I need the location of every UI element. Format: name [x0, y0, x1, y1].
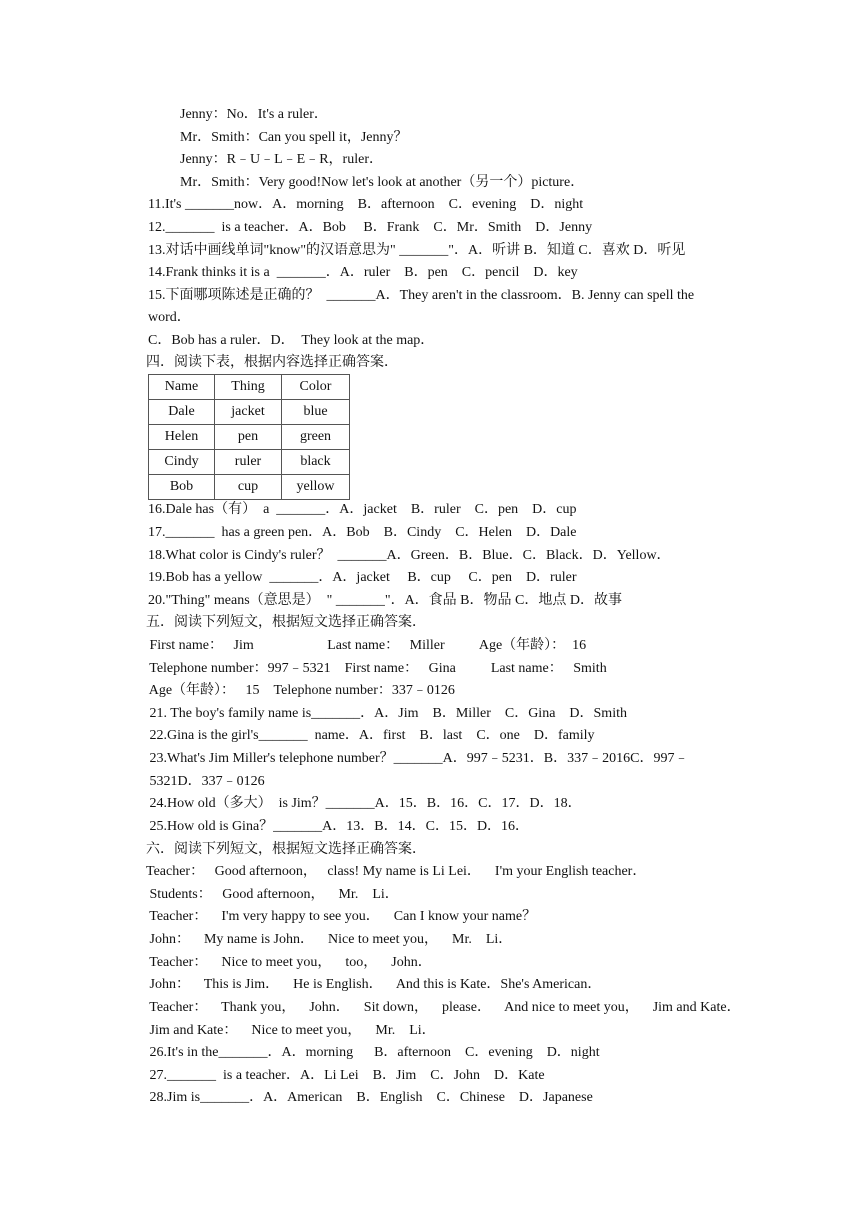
question-23-cont: 5321D．337﹣0126	[146, 774, 265, 789]
question-19: 19.Bob has a yellow _______．A．jacket B．cup C．pen D．ruler	[148, 570, 577, 585]
question-26: 26.It's in the_______．A．morning B．afternoon C．evening D．night	[146, 1045, 600, 1060]
question-16: 16.Dale has（有） a _______．A．jacket B．ruler C．pen D．cup	[148, 502, 577, 517]
table-row	[149, 400, 350, 425]
question-21: 21. The boy's family name is_______．A．Jim B．Miller C．Gina D．Smith	[146, 706, 627, 721]
question-11: 11.It's _______now．A．morning B．afternoon C．evening D．night	[148, 197, 584, 212]
table-row	[149, 425, 350, 450]
passage-line: First name： Jim Last name： Miller Age（年龄）： 16	[146, 638, 587, 653]
table-cell: ruler	[215, 450, 282, 475]
question-20: 20."Thing" means（意思是） " _______"．A．食品 B．物品 C．地点 D．故事	[148, 593, 622, 608]
table-cell: Dale	[149, 400, 215, 425]
table-header-row	[149, 375, 350, 400]
section-4-heading: 四．阅读下表，根据内容选择正确答案．	[146, 355, 398, 370]
question-15: 15.下面哪项陈述是正确的？ _______A．They aren't in the classroom．B. Jenny can spell the	[148, 288, 695, 303]
table-cell: pen	[215, 425, 282, 450]
table-header-cell: Name	[149, 375, 215, 400]
question-22: 22.Gina is the girl's_______ name．A．first B．last C．one D．family	[146, 728, 595, 743]
dialogue-line: John： This is Jim． He is English． And this is Kate．She's American．	[146, 977, 602, 992]
question-27: 27._______ is a teacher．A．Li Lei B．Jim C．John D．Kate	[146, 1068, 545, 1083]
info-table	[148, 374, 350, 500]
table-cell: blue	[282, 400, 350, 425]
question-12: 12._______ is a teacher．A．Bob B．Frank C．Mr．Smith D．Jenny	[148, 220, 593, 235]
dialogue-line: Mr．Smith：Can you spell it，Jenny？	[180, 130, 408, 145]
dialogue-line: Teacher： I'm very happy to see you． Can I know your name？	[146, 909, 537, 924]
question-15-cont: word．	[148, 310, 191, 325]
question-25: 25.How old is Gina？_______A．13．B．14．C．15．D．16．	[146, 819, 530, 834]
table-row	[149, 450, 350, 475]
table-header-cell: Thing	[215, 375, 282, 400]
question-23: 23.What's Jim Miller's telephone number？_______A．997﹣5231．B．337﹣2016C．997﹣	[146, 751, 689, 766]
passage-line: Age（年龄）： 15 Telephone number：337﹣0126	[146, 683, 455, 698]
question-18: 18.What color is Cindy's ruler？ _______A．Green．B．Blue．C．Black．D．Yellow．	[148, 548, 671, 563]
dialogue-line: Mr．Smith：Very good!Now let's look at another（另一个）picture．	[180, 175, 585, 190]
dialogue-line: Jenny：No．It's a ruler．	[180, 107, 328, 122]
passage-line: Telephone number：997﹣5321 First name： Gina Last name： Smith	[146, 661, 607, 676]
table-cell: cup	[215, 475, 282, 500]
table-cell: Cindy	[149, 450, 215, 475]
table-cell: jacket	[215, 400, 282, 425]
section-6-heading: 六．阅读下列短文，根据短文选择正确答案．	[146, 842, 426, 857]
section-5-heading: 五．阅读下列短文，根据短文选择正确答案．	[146, 615, 426, 630]
dialogue-line: Teacher： Nice to meet you， too， John．	[146, 955, 432, 970]
dialogue-line: Jenny：R﹣U﹣L﹣E﹣R，ruler．	[180, 152, 383, 167]
table-row	[149, 475, 350, 500]
table-cell: green	[282, 425, 350, 450]
dialogue-line: Jim and Kate： Nice to meet you， Mr. Li．	[146, 1023, 436, 1038]
dialogue-line: Students： Good afternoon， Mr. Li．	[146, 887, 399, 902]
question-15-options: C．Bob has a ruler．D． They look at the map．	[148, 333, 435, 348]
table-header-cell: Color	[282, 375, 350, 400]
question-14: 14.Frank thinks it is a _______．A．ruler B．pen C．pencil D．key	[148, 265, 578, 280]
table-cell: Helen	[149, 425, 215, 450]
question-13: 13.对话中画线单词"know"的汉语意思为" _______"．A．听讲 B．知道 C．喜欢 D．听见	[148, 243, 686, 258]
dialogue-line: John： My name is John． Nice to meet you， Mr. Li．	[146, 932, 513, 947]
dialogue-line: Teacher： Thank you， John． Sit down， please． And nice to meet you， Jim and Kate．	[146, 1000, 741, 1015]
table-cell: black	[282, 450, 350, 475]
question-28: 28.Jim is_______．A．American B．English C．Chinese D．Japanese	[146, 1090, 593, 1105]
table-cell: Bob	[149, 475, 215, 500]
dialogue-line: Teacher： Good afternoon， class! My name is Li Lei． I'm your English teacher．	[146, 864, 647, 879]
question-17: 17._______ has a green pen．A．Bob B．Cindy C．Helen D．Dale	[148, 525, 577, 540]
question-24: 24.How old（多大） is Jim？_______A．15．B．16．C．17．D．18．	[146, 796, 582, 811]
table-cell: yellow	[282, 475, 350, 500]
